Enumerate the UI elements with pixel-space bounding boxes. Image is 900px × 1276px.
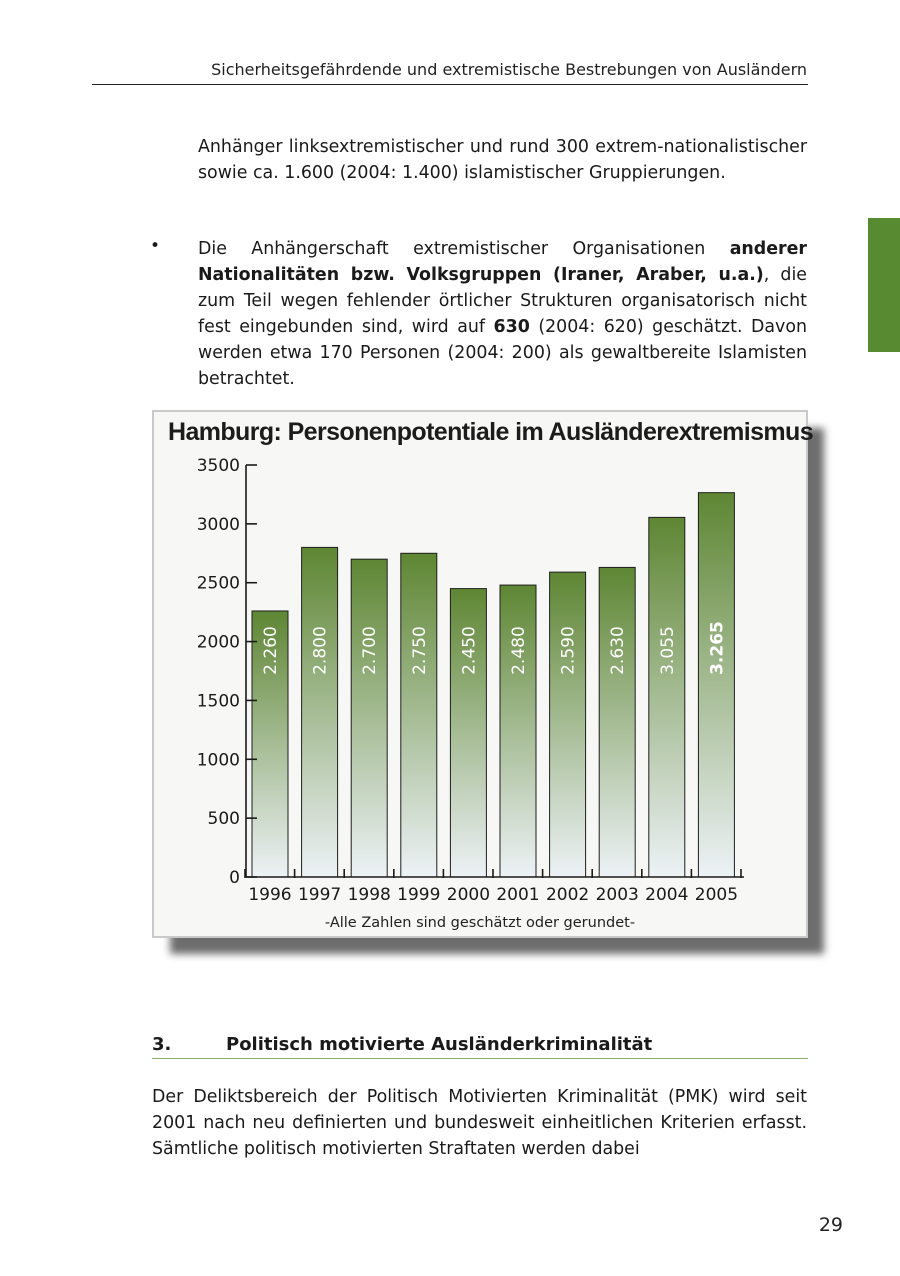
chart-note: -Alle Zahlen sind geschätzt oder gerundet- xyxy=(324,915,636,931)
chart-frame xyxy=(152,410,814,938)
page-number: 29 xyxy=(818,1214,843,1236)
y-tick-label-3000: 3000 xyxy=(196,514,240,535)
bullet-bold-1: anderer Nationalitäten bzw. Volksgruppen (Iraner, Araber, u.a.) xyxy=(198,239,807,285)
bar-value-label-2005: 3.265 xyxy=(707,621,728,675)
bullet-marker: • xyxy=(150,236,161,256)
bar-value-label-1997: 2.800 xyxy=(310,626,331,675)
x-tick-label-1997: 1997 xyxy=(297,885,342,905)
x-tick-label-1999: 1999 xyxy=(397,885,441,905)
bar-2005 xyxy=(698,493,734,877)
section-paragraph: Der Deliktsbereich der Politisch Motivierten Kriminalität (PMK) wird seit 2001 nach neu definierten und bundesweit einheitlichen Kriterien erfasst. Sämtliche politisch motivierten Straftaten werden dabei xyxy=(152,1087,807,1159)
section-rule xyxy=(152,1058,808,1059)
running-header: Sicherheitsgefährdende und extremistische Bestrebungen von Ausländern xyxy=(211,60,807,79)
bar-value-label-2000: 2.450 xyxy=(459,626,480,675)
y-tick-label-1500: 1500 xyxy=(196,691,240,712)
y-tick-label-500: 500 xyxy=(207,809,240,830)
y-tick-label-3500: 3500 xyxy=(196,456,240,476)
bar-2004 xyxy=(649,517,685,877)
bar-value-label-2004: 3.055 xyxy=(657,626,678,675)
bar-value-label-1998: 2.700 xyxy=(360,626,381,675)
paragraph-continuation: Anhänger linksextremistischer und rund 300 extrem-nationalistischer sowie ca. 1.600 (2004: 1.400) islamistischer Gruppierungen. xyxy=(198,137,807,183)
bar-value-label-2003: 2.630 xyxy=(608,626,629,675)
bullet-text-2: , die zum Teil wegen fehlender örtlicher Strukturen organisatorisch nicht fest eingebunden sind, wird auf xyxy=(198,265,807,337)
x-tick-label-1998: 1998 xyxy=(347,885,391,905)
bar-1999 xyxy=(401,553,437,877)
bar-value-label-2002: 2.590 xyxy=(558,626,579,675)
bullet-paragraph xyxy=(198,236,807,392)
y-tick-label-2000: 2000 xyxy=(196,632,240,653)
bar-2002 xyxy=(550,572,586,877)
bar-chart xyxy=(154,412,806,936)
y-tick-label-2500: 2500 xyxy=(196,573,240,594)
section-title: Politisch motivierte Ausländerkriminalität xyxy=(226,1034,653,1055)
bullet-text-1: Die Anhängerschaft extremistischer Organisationen xyxy=(198,239,730,259)
bullet-text-3: (2004: 620) geschätzt. Davon werden etwa 170 Personen (2004: 200) als gewaltbereite Islamisten betrachtet. xyxy=(198,317,808,389)
bar-value-label-1996: 2.260 xyxy=(261,626,281,675)
bar-1998 xyxy=(351,559,387,877)
bar-value-label-1999: 2.750 xyxy=(409,626,430,675)
x-tick-label-2003: 2003 xyxy=(595,885,639,905)
x-tick-label-2004: 2004 xyxy=(645,885,689,905)
x-tick-label-2001: 2001 xyxy=(496,885,540,905)
chapter-side-tab xyxy=(868,218,900,352)
x-tick-label-2000: 2000 xyxy=(446,885,491,905)
chart-title: Hamburg: Personenpotentiale im Ausländerextremismus xyxy=(168,418,814,446)
x-tick-label-2002: 2002 xyxy=(545,885,590,905)
bar-value-label-2001: 2.480 xyxy=(509,626,529,675)
bar-2003 xyxy=(599,567,635,877)
x-tick-label-1996: 1996 xyxy=(248,885,292,905)
bullet-bold-2: 630 xyxy=(493,317,530,337)
section-number: 3. xyxy=(152,1034,172,1055)
x-tick-label-2005: 2005 xyxy=(694,885,739,905)
y-tick-label-1000: 1000 xyxy=(196,750,240,771)
bar-1997 xyxy=(302,547,338,877)
header-rule xyxy=(92,84,808,85)
y-tick-label-0: 0 xyxy=(229,868,240,888)
